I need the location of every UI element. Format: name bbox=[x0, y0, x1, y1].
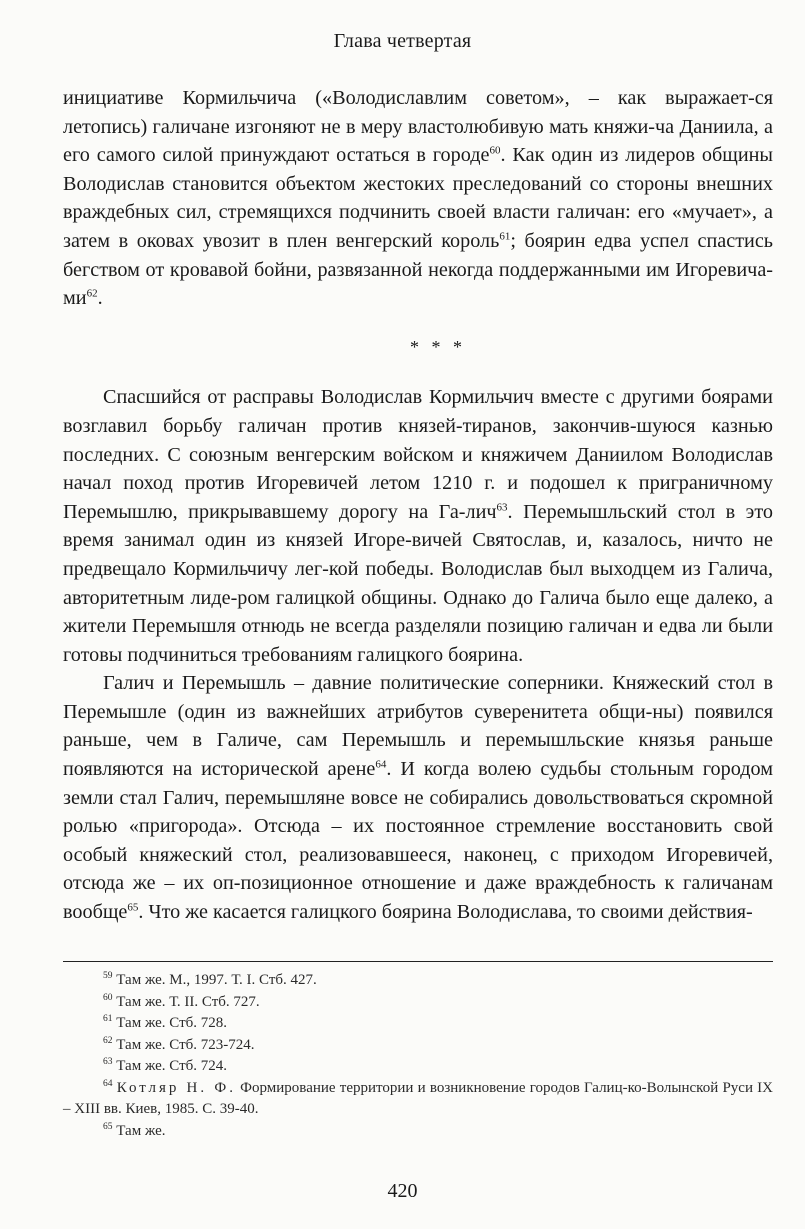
text-run: . bbox=[97, 287, 103, 310]
footnote-number: 62 bbox=[103, 1035, 113, 1046]
footnote-ref-63[interactable]: 63 bbox=[496, 500, 508, 513]
footnote-text: Там же. Стб. 728. bbox=[116, 1015, 228, 1031]
text-run: . Перемышльский стол в это время занимал один из князей Игоре-вичей Святослав, и, казалось, ничто не предвещало Кормильчичу лег-кой победы. Володислав был выходцем из Галича, авторитетным лиде-ром галицкой общины. Однако до Галича было еще далеко, а жители Перемышля отнюдь не всегда разделяли позицию галичан и едва ли были готовы подчиниться требованиям галицкого боярина. bbox=[63, 500, 773, 666]
footnote-ref-64[interactable]: 64 bbox=[375, 758, 387, 771]
body-text bbox=[63, 84, 773, 927]
footnote-60 bbox=[63, 992, 773, 1014]
footnote-62 bbox=[63, 1035, 773, 1057]
footnote-text: Там же. Стб. 724. bbox=[116, 1058, 228, 1074]
page-number: 420 bbox=[387, 1180, 418, 1202]
footnote-ref-60[interactable]: 60 bbox=[489, 144, 501, 157]
footnote-text: Там же. bbox=[116, 1122, 166, 1139]
paragraph-2 bbox=[63, 383, 773, 669]
footnote-number: 65 bbox=[103, 1121, 113, 1132]
footnote-ref-65[interactable]: 65 bbox=[127, 901, 139, 914]
footnote-64 bbox=[63, 1078, 773, 1121]
footnote-ref-62[interactable]: 62 bbox=[86, 287, 98, 300]
footnote-number: 59 bbox=[103, 971, 113, 981]
footnote-divider bbox=[63, 961, 773, 962]
footnote-59 bbox=[63, 970, 773, 992]
text-run: Галич и Перемышль – давние политические соперники. Княжеский стол в Перемышле (один из важнейших атрибутов суверенитета общи-ны) появился раньше, чем в Галиче, сам Перемышль и перемышльские князья раньше появляются на исторической арене bbox=[63, 672, 773, 781]
footnote-number: 64 bbox=[103, 1078, 113, 1089]
text-run: инициативе Кормильчича («Володиславлим советом», – как выражает-ся летопись) галичане изгоняют не в меру властолюбивую мать княжи-ча Даниила, а его самого силой принуждают остаться в городе bbox=[63, 87, 773, 167]
footnote-number: 63 bbox=[103, 1057, 113, 1067]
footnote-63 bbox=[63, 1056, 773, 1078]
footnotes bbox=[63, 970, 773, 1142]
text-run: . Как один из лидеров общины Володислав становится объектом жестоких преследований со стороны внешних враждебных сил, стремящихся подчинить своей власти галичан: его «мучает», а затем в оковах увозит в плен венгерский король bbox=[63, 144, 774, 252]
footnote-author: Котляр Н. Ф. bbox=[116, 1079, 236, 1096]
section-separator: * * * bbox=[410, 336, 466, 357]
footnote-text: Там же. Стб. 723-724. bbox=[116, 1036, 255, 1053]
footnote-number: 61 bbox=[103, 1014, 113, 1024]
footnote-number: 60 bbox=[103, 992, 113, 1003]
footnote-text: Там же. М., 1997. Т. I. Стб. 427. bbox=[116, 972, 317, 988]
footnote-text: Формирование территории и возникновение городов Галиц-ко-Волынской Руси IX – XIII вв. Киев, 1985. С. 39-40. bbox=[63, 1079, 774, 1117]
text-run: ; боярин едва успел спастись бегством от кровавой бойни, развязанной некогда поддержанными им Игоревича-ми bbox=[63, 229, 773, 310]
paragraph-1 bbox=[63, 84, 773, 313]
footnote-61 bbox=[63, 1013, 773, 1035]
text-run: Спасшийся от расправы Володислав Кормильчич вместе с другими боярами возглавил борьбу галичан против князей-тиранов, закончив-шуюся казнью последних. С союзным венгерским войском и княжичем Даниилом Володислав начал поход против Игоревичей летом 1210 г. и подошел к приграничному Перемышлю, прикрывавшему дорогу на Га-лич bbox=[63, 386, 773, 523]
footnote-text: Там же. Т. II. Стб. 727. bbox=[116, 993, 260, 1010]
text-run: . Что же касается галицкого боярина Володислава, то своими действия- bbox=[138, 901, 753, 924]
paragraph-3 bbox=[63, 669, 773, 926]
running-head: Глава четвертая bbox=[333, 30, 472, 52]
text-run: . И когда волею судьбы стольным городом земли стал Галич, перемышляне вовсе не собирались довольствоваться скромной ролью «пригорода». Отсюда – их постоянное стремление восстановить свой особый княжеский стол, реализовавшееся, наконец, с приходом Игоревичей, отсюда же – их оп-позиционное отношение и даже враждебность к галичанам вообще bbox=[63, 758, 773, 924]
footnote-ref-61[interactable]: 61 bbox=[499, 230, 511, 243]
footnote-65 bbox=[63, 1121, 773, 1143]
